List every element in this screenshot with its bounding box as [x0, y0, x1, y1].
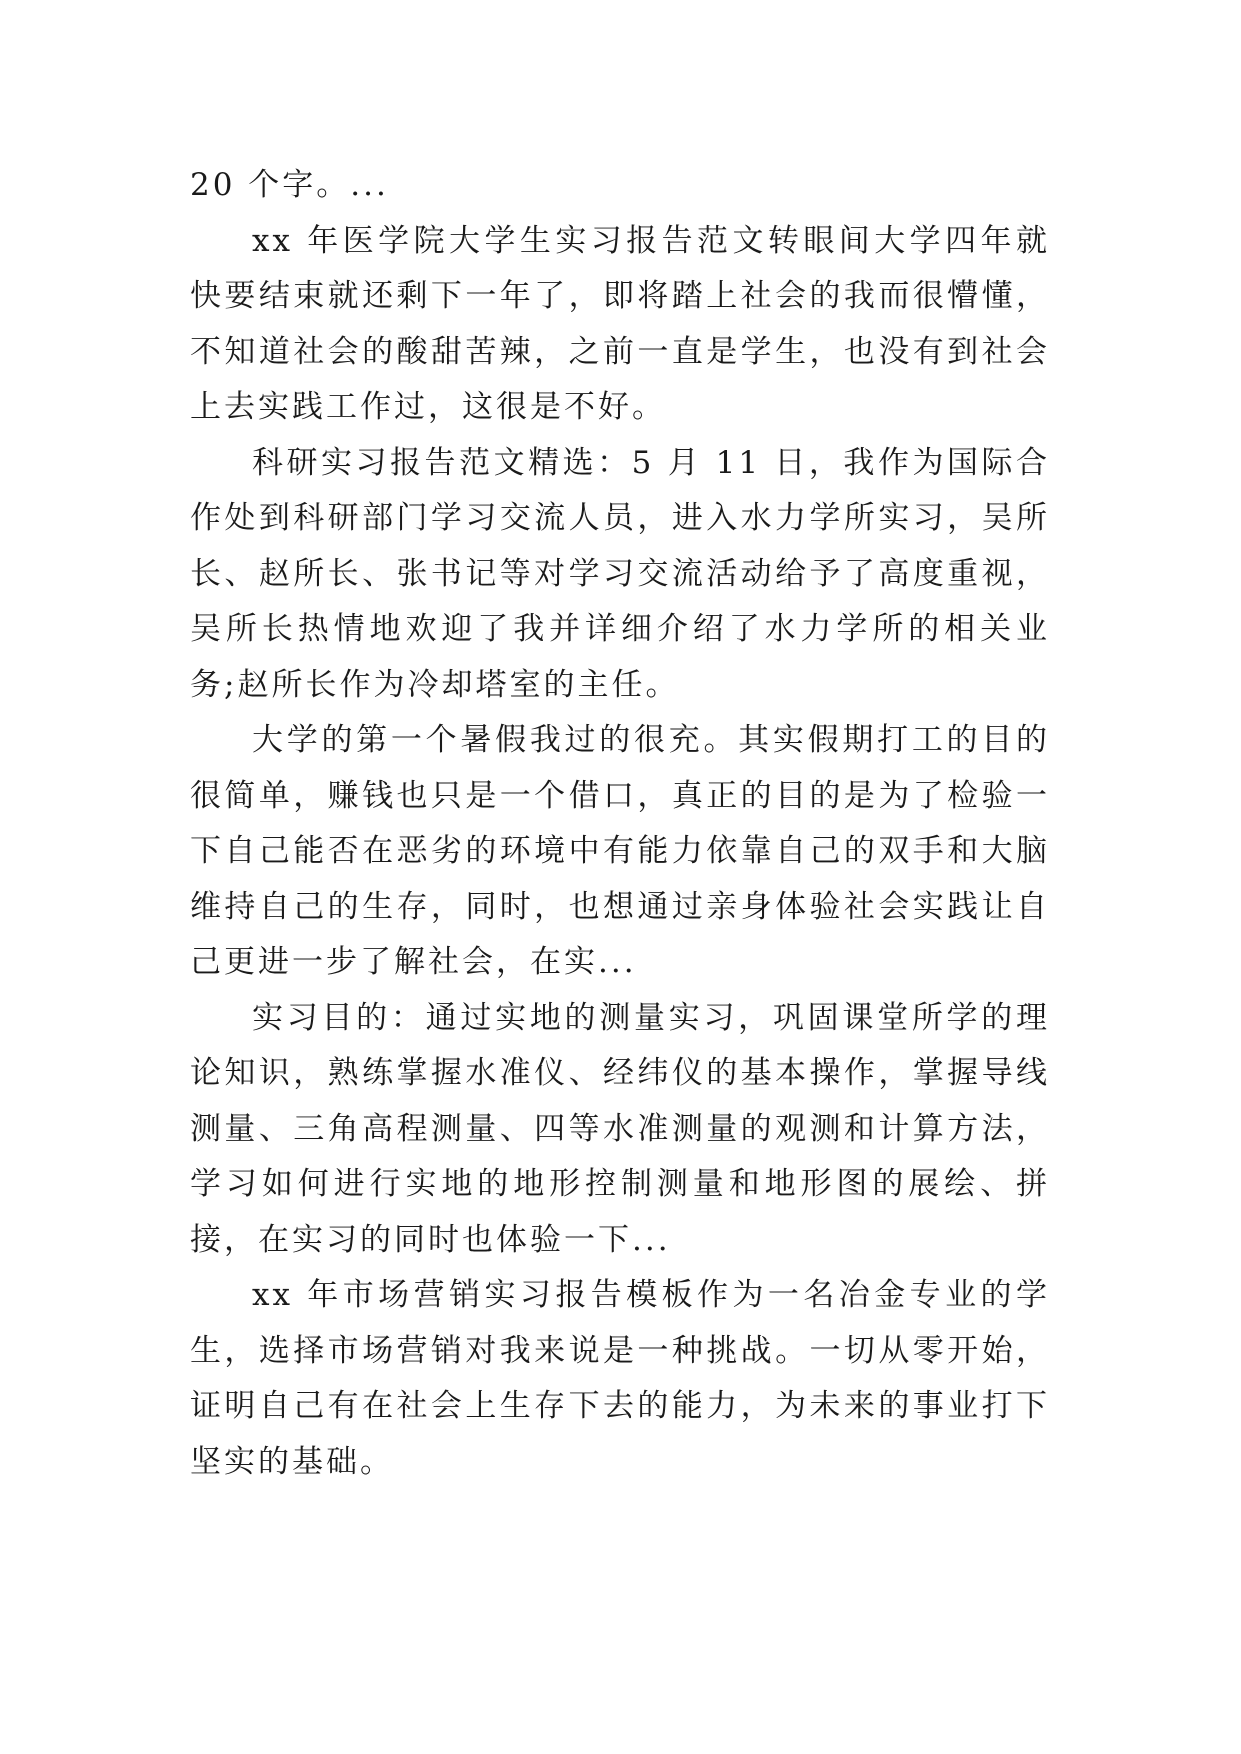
body-text: [190, 158, 1050, 1490]
paragraph-2: xx 年医学院大学生实习报告范文转眼间大学四年就快要结束就还剩下一年了，即将踏上社会的我而很懵懂，不知道社会的酸甜苦辣，之前一直是学生，也没有到社会上去实践工作过，这很是不好。: [190, 222, 1050, 425]
paragraph-3: 科研实习报告范文精选：5 月 11 日，我作为国际合作处到科研部门学习交流人员，进入水力学所实习，吴所长、赵所长、张书记等对学习交流活动给予了高度重视，吴所长热情地欢迎了我并详细介绍了水力学所的相关业务;赵所长作为冷却塔室的主任。: [190, 444, 1050, 703]
paragraph-4: 大学的第一个暑假我过的很充。其实假期打工的目的很简单，赚钱也只是一个借口，真正的目的是为了检验一下自己能否在恶劣的环境中有能力依靠自己的双手和大脑维持自己的生存，同时，也想通过亲身体验社会实践让自己更进一步了解社会，在实...: [190, 722, 1050, 980]
paragraph-6: xx 年市场营销实习报告模板作为一名冶金专业的学生，选择市场营销对我来说是一种挑战。一切从零开始，证明自己有在社会上生存下去的能力，为未来的事业打下坚实的基础。: [190, 1277, 1050, 1480]
paragraph-5: 实习目的：通过实地的测量实习，巩固课堂所学的理论知识，熟练掌握水准仪、经纬仪的基本操作，掌握导线测量、三角高程测量、四等水准测量的观测和计算方法，学习如何进行实地的地形控制测量和地形图的展绘、拼接，在实习的同时也体验一下...: [190, 999, 1050, 1258]
paragraph-1: 20 个字。...: [190, 167, 389, 203]
